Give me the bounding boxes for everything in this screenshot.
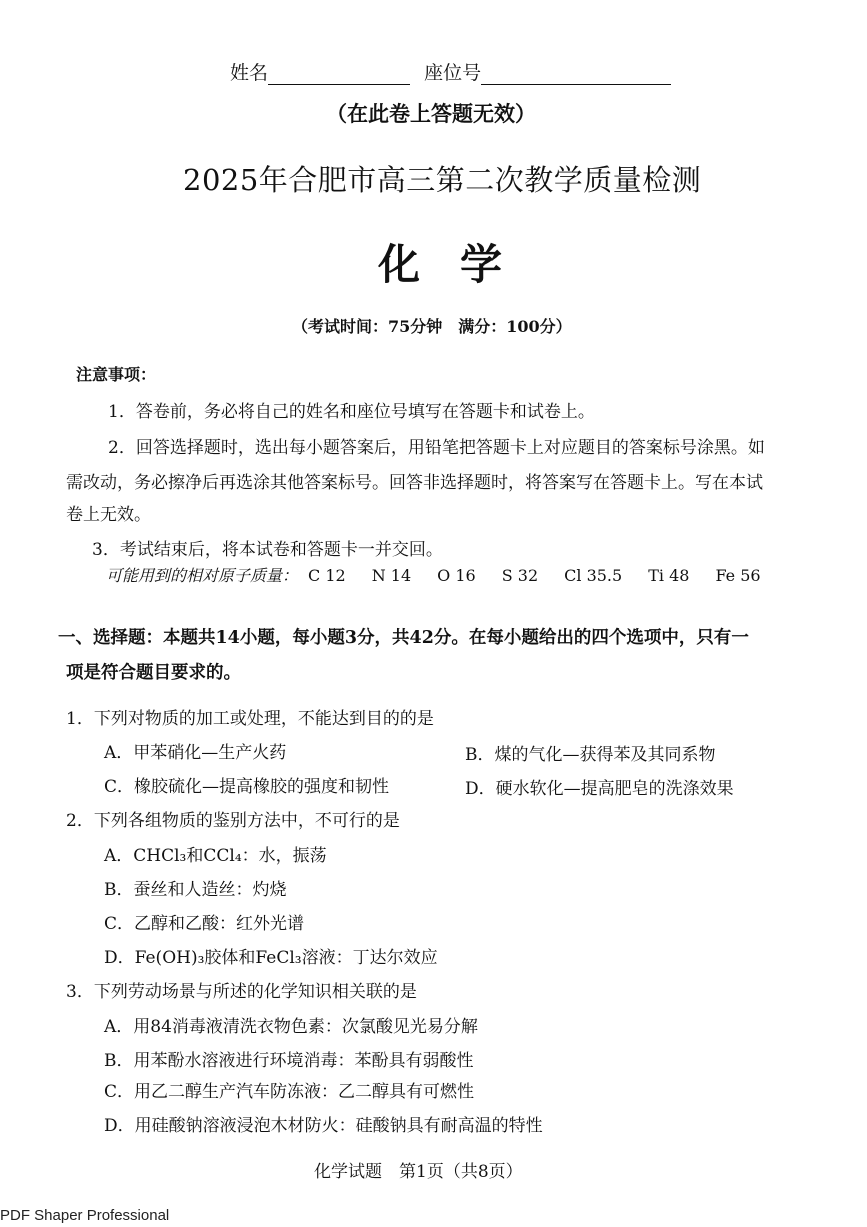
question-1-option-b: B．煤的气化—获得苯及其同系物: [465, 745, 716, 765]
mass-fe: Fe 56: [715, 566, 761, 585]
mass-n: N 14: [371, 566, 412, 585]
mass-c: C 12: [308, 566, 346, 585]
question-3-option-a: A．用84消毒液清洗衣物色素：次氯酸见光易分解: [104, 1017, 478, 1037]
notice-item-2-line-2: 需改动，务必擦净后再选涂其他答案标号。回答非选择题时，将答案写在答题卡上。写在本试: [66, 473, 763, 493]
notice-heading: 注意事项：: [76, 365, 157, 384]
question-1-option-c: C．橡胶硫化—提高橡胶的强度和韧性: [104, 777, 390, 797]
subject-title: 化学: [378, 240, 543, 289]
invalid-note: （在此卷上答题无效）: [326, 101, 536, 126]
section-heading-line-1: 一、选择题：本题共14小题，每小题3分，共42分。在每小题给出的四个选项中，只有一: [58, 628, 749, 648]
page-footer: 化学试题 第1页（共8页）: [314, 1162, 523, 1182]
atomic-masses-label: 可能用到的相对原子质量：: [106, 566, 299, 585]
question-2-stem: 2．下列各组物质的鉴别方法中，不可行的是: [66, 811, 400, 831]
question-1-stem: 1．下列对物质的加工或处理，不能达到目的的是: [66, 709, 434, 729]
name-label: 姓名: [230, 62, 269, 84]
watermark: PDF Shaper Professional: [0, 1207, 170, 1224]
question-2-option-d: D．Fe(OH)₃胶体和FeCl₃溶液：丁达尔效应: [104, 948, 438, 968]
question-3-option-d: D．用硅酸钠溶液浸泡木材防火：硅酸钠具有耐高温的特性: [104, 1116, 543, 1136]
name-seat-line: [230, 58, 671, 85]
seat-label: 座位号: [424, 62, 482, 84]
question-2-option-a: A．CHCl₃和CCl₄：水，振荡: [104, 846, 327, 866]
question-1-option-d: D．硬水软化—提高肥皂的洗涤效果: [465, 779, 734, 799]
exam-title: 2025年合肥市高三第二次教学质量检测: [183, 163, 702, 197]
notice-item-2-line-3: 卷上无效。: [66, 505, 151, 525]
question-3-stem: 3．下列劳动场景与所述的化学知识相关联的是: [66, 982, 417, 1002]
question-2-option-b: B．蚕丝和人造丝：灼烧: [104, 880, 287, 900]
question-2-option-c: C．乙醇和乙酸：红外光谱: [104, 914, 305, 934]
exam-info: （考试时间：75分钟 满分：100分）: [292, 317, 572, 336]
notice-item-1: 1．答卷前，务必将自己的姓名和座位号填写在答题卡和试卷上。: [108, 402, 595, 422]
mass-o: O 16: [437, 566, 476, 585]
mass-ti: Ti 48: [648, 566, 690, 585]
seat-blank: [481, 64, 671, 85]
question-3-option-b: B．用苯酚水溶液进行环境消毒：苯酚具有弱酸性: [104, 1051, 474, 1071]
notice-item-3: 3．考试结束后，将本试卷和答题卡一并交回。: [92, 540, 443, 560]
atomic-masses: [106, 563, 761, 586]
mass-s: S 32: [501, 566, 539, 585]
name-blank: [268, 64, 410, 85]
section-heading-line-2: 项是符合题目要求的。: [66, 663, 241, 683]
mass-cl: Cl 35.5: [564, 566, 623, 585]
question-3-option-c: C．用乙二醇生产汽车防冻液：乙二醇具有可燃性: [104, 1082, 475, 1102]
question-1-option-a: A．甲苯硝化—生产火药: [104, 743, 287, 763]
notice-item-2-line-1: 2．回答选择题时，选出每小题答案后，用铅笔把答题卡上对应题目的答案标号涂黑。如: [108, 438, 765, 458]
